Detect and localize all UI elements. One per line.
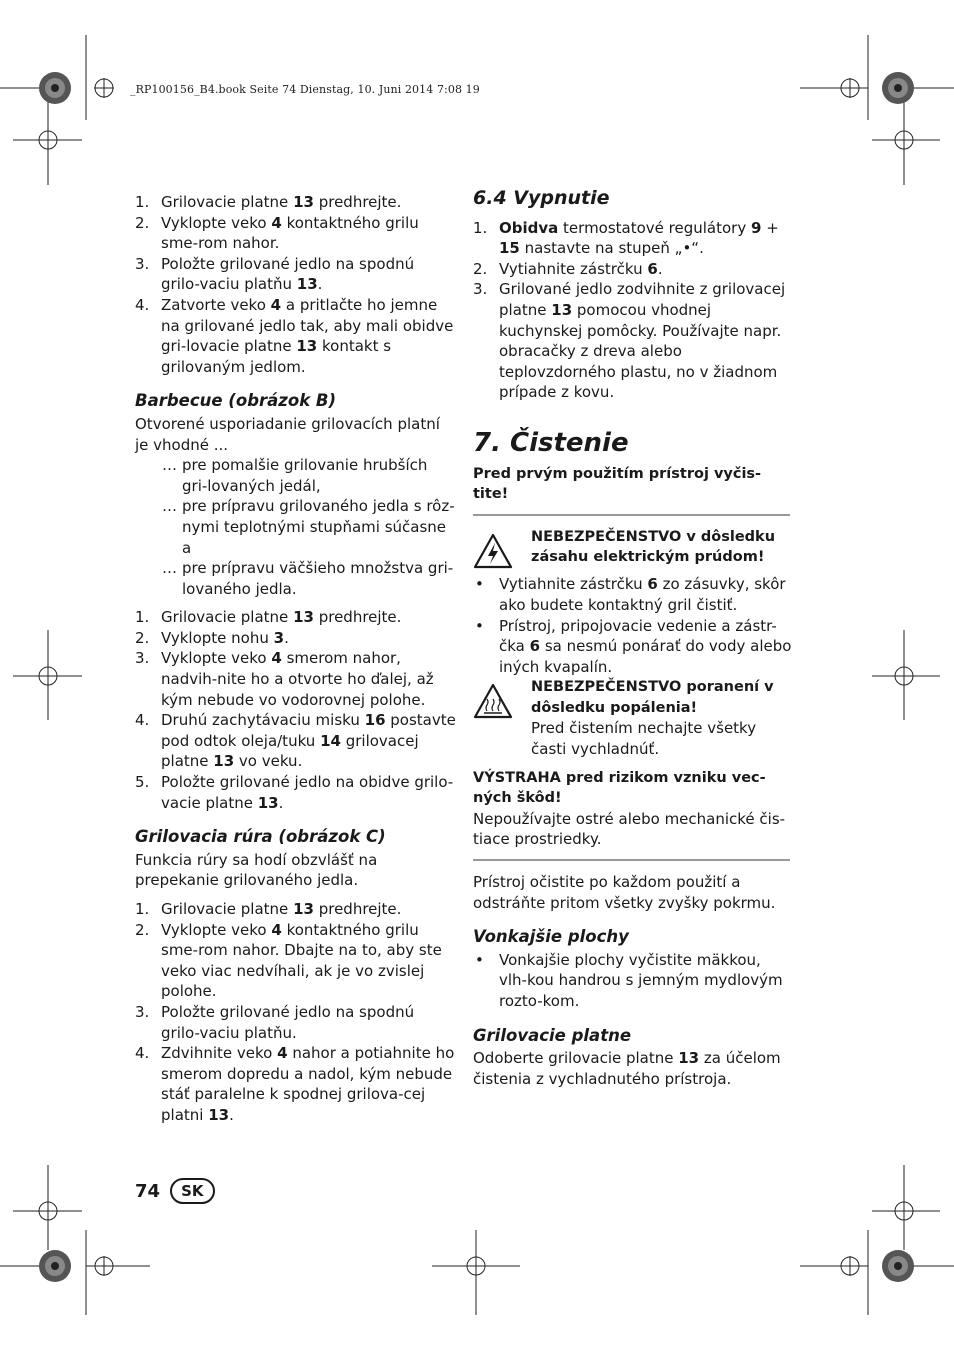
section-7-intro: Pred prvým použitím prístroj vyčis-tite! [473,465,762,503]
step-text: Položte grilované jedlo na spodnú grilo-vaciu platňu 13. [161,254,415,294]
page-footer [135,1178,215,1204]
list-item: … pre prípravu grilovaného jedla s rôz-nymi teplotnými stupňami súčasne a [162,497,455,557]
caution-title: VÝSTRAHA pred rizikom vzniku vec-ných škôd! [473,769,766,807]
list-item: 4. Zdvihnite veko 4 nahor a potiahnite ho smerom dopredu a nadol, kým nebude stáť paralelne k spodnej grilova-cej platni 13. [135,1044,455,1124]
list-item: 1. Obidva termostatové regulátory 9 + 15 nastavte na stupeň „•“. [473,218,779,258]
list-item: 3. Grilované jedlo zodvihnite z grilovacej platne 13 pomocou vhodnej kuchynskej pomôcky. Používajte napr. obracačky z dreva alebo teplovzdorného plastu, no v žiadnom prípade z kovu. [473,280,786,402]
caution-text: Nepoužívajte ostré alebo mechanické čis-tiace prostriedky. [473,809,786,849]
right-column [473,187,793,1089]
warning-burn-title: NEBEZPEČENSTVO poranení v dôsledku popálenia! [531,679,774,716]
list-item: 3. Vyklopte veko 4 smerom nahor, nadvih-nite ho a otvorte ho ďalej, až kým nebude vo vodorovnej polohe. [135,649,434,709]
outer-surfaces-list [473,950,793,1012]
steps-list-1 [135,192,457,377]
divider [473,859,790,861]
list-item: 2. Vytiahnite zástrčku 6. [473,259,663,278]
divider [473,514,790,516]
list-item: • Vytiahnite zástrčku 6 zo zásuvky, skôr ako budete kontaktný gril čistiť. [475,575,786,614]
list-item: 2. Vyklopte veko 4 kontaktného grilu sme-rom nahor. Dbajte na to, aby ste veko viac nedvíhali, ak je vo zvislej polohe. [135,920,442,1001]
list-item [135,213,457,254]
page-number: 74 [135,1180,161,1202]
steps-list-6-4 [473,218,793,403]
steps-list-2 [135,607,457,813]
list-item: 1. Grilovacie platne 13 predhrejte. [135,608,402,627]
list-item [135,254,457,295]
warning-burn-text: Pred čistením nechajte všetky časti vychladnúť. [531,719,757,759]
electric-warning-icon [473,527,531,575]
left-column [135,192,457,1126]
barbecue-heading: Barbecue (obrázok B) [135,391,337,411]
warning-burn [473,677,793,759]
section-6-4-heading: 6.4 Vypnutie [473,187,610,209]
step-number: 4. [135,295,150,314]
barbecue-intro: Otvorené usporiadanie grilovacích platní je vhodné ... [135,414,440,454]
warning-electric [473,527,793,575]
list-item: 2. Vyklopte nohu 3. [135,628,289,647]
step-text: Grilovacie platne 13 predhrejte. [161,193,402,211]
hot-surface-warning-icon [473,677,531,759]
list-item: … pre prípravu väčšieho množstva gri-lovaného jedla. [162,559,454,598]
list-item: 3. Položte grilované jedlo na spodnú grilo-vaciu platňu. [135,1002,415,1042]
barbecue-list [135,455,457,599]
step-text: Vyklopte veko 4 kontaktného grilu sme-rom nahor. [161,213,419,253]
outer-surfaces-heading: Vonkajšie plochy [473,927,629,947]
grill-plates-text: Odoberte grilovacie platne 13 za účelom čistenia z vychladnutého prístroja. [473,1049,781,1088]
list-item: 1. Grilovacie platne 13 predhrejte. [135,900,402,918]
list-item [135,192,457,213]
warning-electric-title: NEBEZPEČENSTVO v dôsledku zásahu elektrickým prúdom! [531,528,776,566]
list-item: … pre pomalšie grilovanie hrubších gri-lovaných jedál, [162,456,428,495]
list-item: • Prístroj, pripojovacie vedenie a zástr-čka 6 sa nesmú ponárať do vody alebo iných kvapalín. [475,616,792,676]
oven-intro: Funkcia rúry sa hodí obzvlášť na prepekanie grilovaného jedla. [135,850,378,890]
step-number: 3. [135,254,150,273]
list-item: • Vonkajšie plochy vyčistite mäkkou, vlh-kou handrou s jemným mydlovým rozto-kom. [475,950,783,1010]
step-number: 2. [135,213,150,232]
print-header: _RP100156_B4.book Seite 74 Dienstag, 10. Juni 2014 7:08 19 [130,83,480,96]
step-text: Zatvorte veko 4 a pritlačte ho jemne na grilované jedlo tak, aby mali obidve gri-lovacie platne 13 kontakt s grilovaným jedlom. [161,295,454,376]
list-item: 5. Položte grilované jedlo na obidve grilo-vacie platne 13. [135,773,454,812]
grill-plates-heading: Grilovacie platne [473,1025,632,1045]
clean-text: Prístroj očistite po každom použití a odstráňte pritom všetky zvyšky pokrmu. [473,873,776,912]
list-item [135,295,457,377]
step-number: 1. [135,193,150,211]
section-7-heading: 7. Čistenie [473,427,629,458]
steps-list-3 [135,899,457,1126]
oven-heading: Grilovacia rúra (obrázok C) [135,827,386,847]
list-item: 4. Druhú zachytávaciu misku 16 postavte pod odtok oleja/tuku 14 grilovacej platne 13 vo veku. [135,711,456,771]
language-badge: SK [170,1178,214,1204]
warning-electric-list [473,574,793,677]
